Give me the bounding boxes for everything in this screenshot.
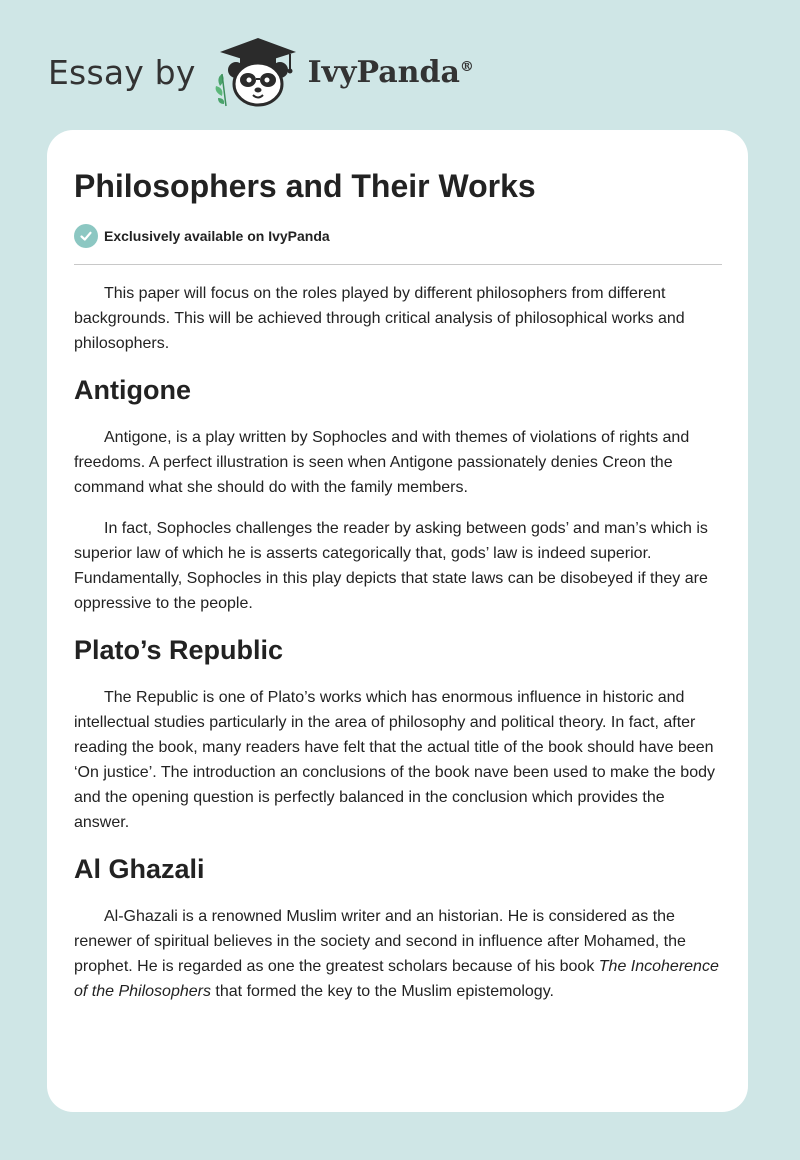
section-heading-platos-republic: Plato’s Republic: [74, 635, 284, 665]
section-heading-al-ghazali: Al Ghazali: [74, 854, 205, 884]
brand-header[interactable]: [48, 34, 474, 110]
exclusive-badge: [74, 224, 722, 248]
brand-name: IvyPanda®: [307, 54, 474, 90]
paragraph: Antigone, is a play written by Sophocles and with themes of violations of rights and freedoms. A perfect illustration is seen when Antigone passionately denies Creon the command what she should do with the family members.: [74, 429, 690, 496]
book-title: The Incoherence of the Philosophers: [74, 958, 719, 1000]
paragraph: The Republic is one of Plato’s works which has enormous influence in historic and intellectual studies particularly in the area of philosophy and political theory. In fact, after reading the book, many readers have felt that the actual title of the book should have been ‘On justice’. The introduction an conclusions of the book nave been used to make the body and the opening question is perfectly balanced in the conclusion which provides the answer.: [74, 689, 715, 831]
panda-logo-icon: [210, 34, 306, 110]
brand-prefix: Essay by: [48, 52, 196, 92]
essay-card: [47, 130, 748, 1112]
divider: [74, 264, 722, 265]
check-icon: [74, 224, 98, 248]
page-title: Philosophers and Their Works: [74, 168, 536, 204]
section-heading-antigone: Antigone: [74, 375, 191, 405]
badge-label: Exclusively available on IvyPanda: [104, 228, 330, 244]
intro-paragraph: This paper will focus on the roles played by different philosophers from different backgrounds. This will be achieved through critical analysis of philosophical works and philosophers.: [74, 285, 685, 352]
paragraph: Al-Ghazali is a renowned Muslim writer and an historian. He is considered as the renewer of spiritual believes in the society and second in influence after Mohamed, the prophet. He is regarded as one the greatest scholars because of his book The Incoherence of the Philosophers that formed the key to the Muslim epistemology.: [74, 908, 719, 1000]
paragraph: In fact, Sophocles challenges the reader by asking between gods’ and man’s which is superior law of which he is asserts categorically that, gods’ law is indeed superior. Fundamentally, Sophocles in this play depicts that state laws can be disobeyed if they are oppressive to the people.: [74, 520, 708, 612]
